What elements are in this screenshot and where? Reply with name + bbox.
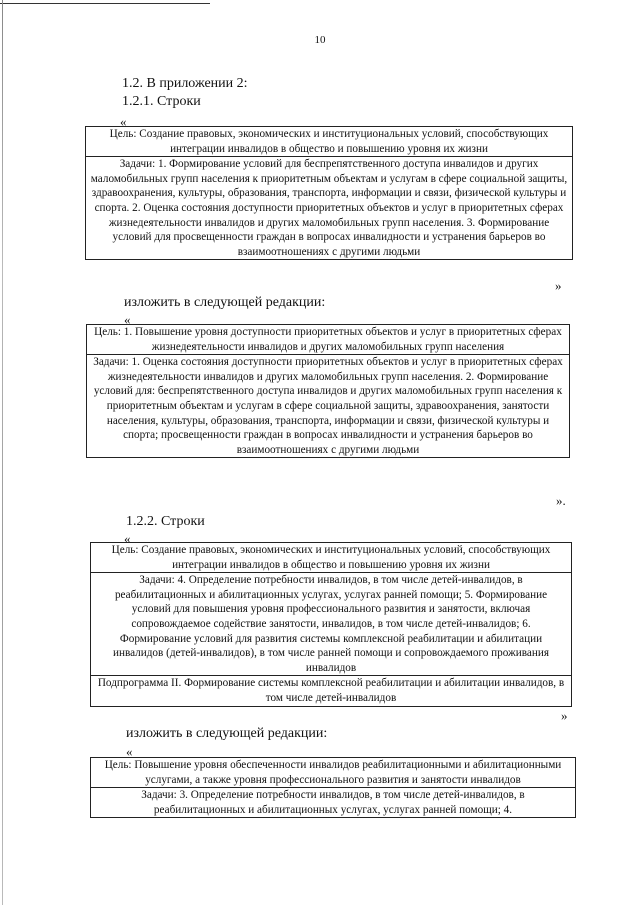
old-rows-table-2 bbox=[90, 542, 572, 707]
scan-edge-top bbox=[0, 3, 210, 4]
close-quote: » bbox=[561, 708, 568, 723]
old-rows-table-1 bbox=[85, 126, 573, 260]
goal-row: Цель: 1. Повышение уровня доступности приоритетных объектов и услуг в приоритетных сферах жизнедеятельности инвалидов и других маломобильных групп населения bbox=[87, 325, 569, 355]
new-rows-table-1 bbox=[86, 324, 570, 458]
tasks-row: Задачи: 4. Определение потребности инвалидов, в том числе детей-инвалидов, в реабилитационных и абилитационных услугах, услугах ранней помощи; 5. Формирование условий для повышения уровня профессионального развития и занятости, включая сопровождаемое содействие занятости, инвалидов, в том числе детей-инвалидов; 6. Формирование условий для развития системы комплексной реабилитации и абилитации инвалидов (детей-инвалидов), в том числе ранней помощи и сопровождаемого проживания инвалидов bbox=[91, 573, 571, 676]
close-quote: » bbox=[555, 278, 562, 293]
scan-edge-left bbox=[2, 0, 3, 905]
open-quote: « bbox=[120, 114, 127, 129]
goal-row: Цель: Создание правовых, экономических и институциональных условий, способствующих интеграции инвалидов в общество и повышению уровня их жизни bbox=[91, 543, 571, 573]
tasks-row: Задачи: 3. Определение потребности инвалидов, в том числе детей-инвалидов, в реабилитационных и абилитационных услугах, услугах ранней помощи; 4. bbox=[141, 789, 525, 816]
goal-row: Цель: Повышение уровня обеспеченности инвалидов реабилитационными и абилитационными услугами, а также уровня профессионального развития и занятости инвалидов bbox=[91, 758, 575, 788]
open-quote: « bbox=[124, 531, 131, 546]
tasks-row: Задачи: 1. Формирование условий для беспрепятственного доступа инвалидов и других маломобильных групп населения к приоритетным объектам и услугам в сфере социальной защиты, здравоохранения, культуры, образования, транспорта, информации и связи, физической культуры и спорта. 2. Оценка состояния доступности приоритетных объектов и услуг в приоритетных сферах жизнедеятельности инвалидов и других маломобильных групп населения. 3. Формирование условий для просвещенности граждан в вопросах инвалидности и устранения барьеров во взаимоотношениях с другими людьми bbox=[90, 158, 568, 258]
section-heading-1-2-1: 1.2.1. Строки bbox=[122, 94, 201, 109]
goal-row: Цель: Создание правовых, экономических и институциональных условий, способствующих интеграции инвалидов в общество и повышению уровня их жизни bbox=[86, 127, 572, 157]
section-heading-1-2-2: 1.2.2. Строки bbox=[126, 514, 205, 529]
page-number: 10 bbox=[314, 34, 326, 46]
section-heading-1-2: 1.2. В приложении 2: bbox=[122, 76, 248, 91]
replace-text: изложить в следующей редакции: bbox=[124, 295, 326, 310]
subprogram-row: Подпрограмма II. Формирование системы комплексной реабилитации и абилитации инвалидов, в том числе детей-инвалидов bbox=[97, 677, 565, 704]
replace-text: изложить в следующей редакции: bbox=[126, 726, 328, 741]
close-quote: ». bbox=[556, 493, 566, 508]
new-rows-table-2 bbox=[90, 757, 576, 818]
open-quote: « bbox=[124, 312, 131, 327]
tasks-row: Задачи: 1. Оценка состояния доступности приоритетных объектов и услуг в приоритетных сферах жизнедеятельности инвалидов и других маломобильных групп населения. 2. Формирование условий для: беспрепятственного доступа инвалидов и других маломобильных групп населения к приоритетным объектам и услугам в сфере социальной защиты, здравоохранения, занятости населения, культуры, образования, транспорта, информации и связи, физической культуры и спорта; просвещенности граждан в вопросах инвалидности и устранения барьеров во взаимоотношениях с другими людьми bbox=[93, 356, 563, 456]
open-quote: « bbox=[126, 744, 133, 759]
